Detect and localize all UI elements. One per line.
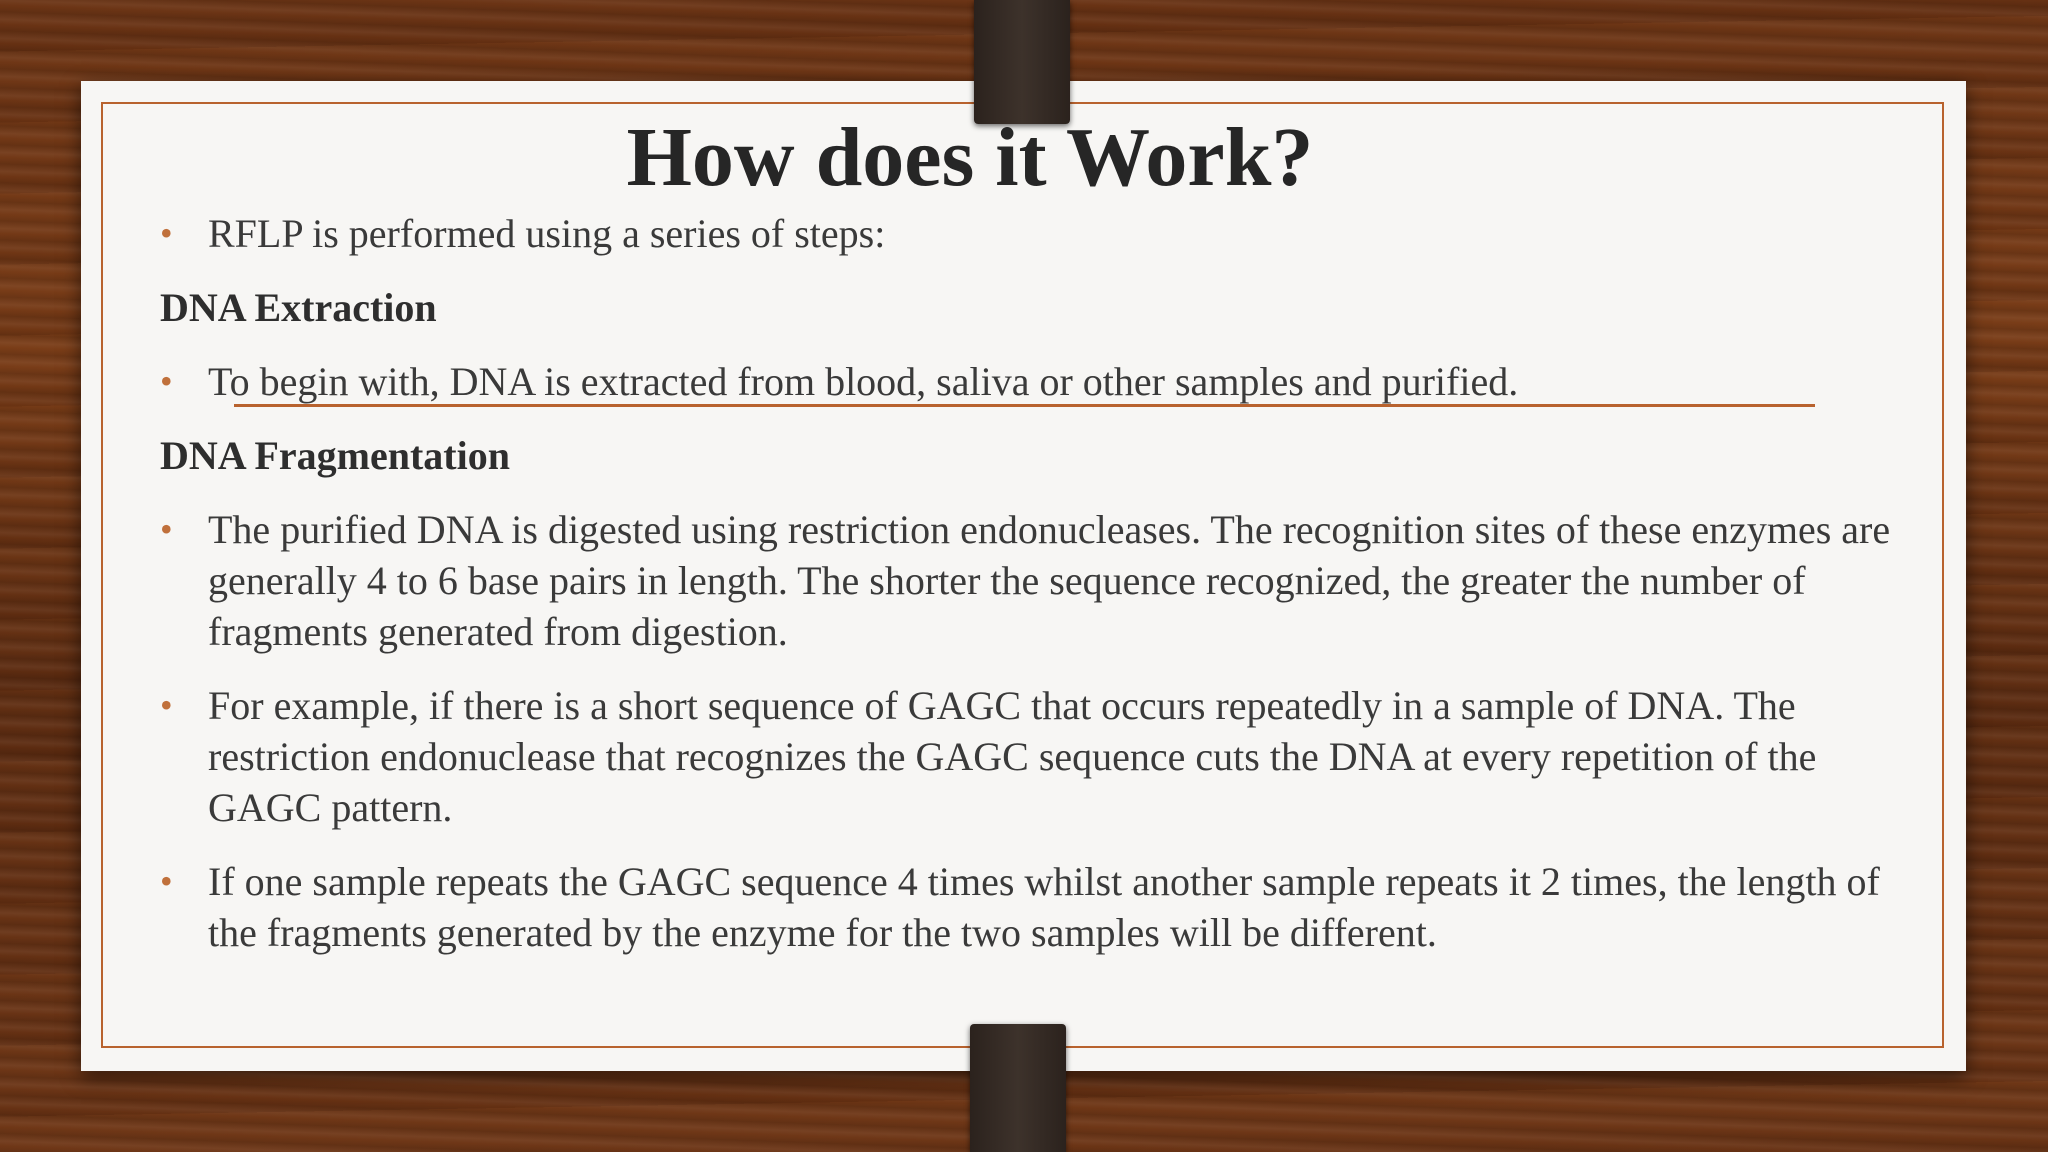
bullet-compare-text: If one sample repeats the GAGC sequence 4 times whilst another sample repeats it 2 times, the length of the fragments generated by the enzyme for the two samples will be different. bbox=[208, 859, 1880, 955]
bullet-dot-icon: • bbox=[160, 213, 173, 253]
bullet-digest bbox=[160, 504, 1900, 657]
bullet-compare bbox=[160, 856, 1900, 958]
bullet-dot-icon: • bbox=[160, 861, 173, 901]
top-binder-clip bbox=[974, 0, 1070, 124]
bullet-dot-icon: • bbox=[160, 685, 173, 725]
bottom-binder-clip bbox=[970, 1024, 1066, 1152]
bullet-intro-text: RFLP is performed using a series of steps: bbox=[208, 211, 886, 256]
bullet-extraction-text: To begin with, DNA is extracted from blood, saliva or other samples and purified. bbox=[208, 359, 1519, 404]
accent-underline bbox=[234, 404, 1815, 407]
slide-title: How does it Work? bbox=[626, 111, 1314, 204]
bullet-extraction bbox=[160, 356, 1900, 407]
bullet-dot-icon: • bbox=[160, 509, 173, 549]
bullet-digest-text: The purified DNA is digested using restriction endonucleases. The recognition sites of these enzymes are generally 4 to 6 base pairs in length. The shorter the sequence recognized, the greater the number of fragments generated from digestion. bbox=[208, 507, 1891, 654]
heading-dna-fragmentation: DNA Fragmentation bbox=[160, 433, 510, 478]
bullet-example bbox=[160, 680, 1900, 833]
bullet-intro bbox=[160, 208, 1900, 259]
bullet-dot-icon: • bbox=[160, 361, 173, 401]
heading-dna-extraction: DNA Extraction bbox=[160, 285, 437, 330]
bullet-example-text: For example, if there is a short sequence of GAGC that occurs repeatedly in a sample of DNA. The restriction endonuclease that recognizes the GAGC sequence cuts the DNA at every repetition of the GAGC pattern. bbox=[208, 683, 1817, 830]
slide-content bbox=[160, 208, 1900, 958]
